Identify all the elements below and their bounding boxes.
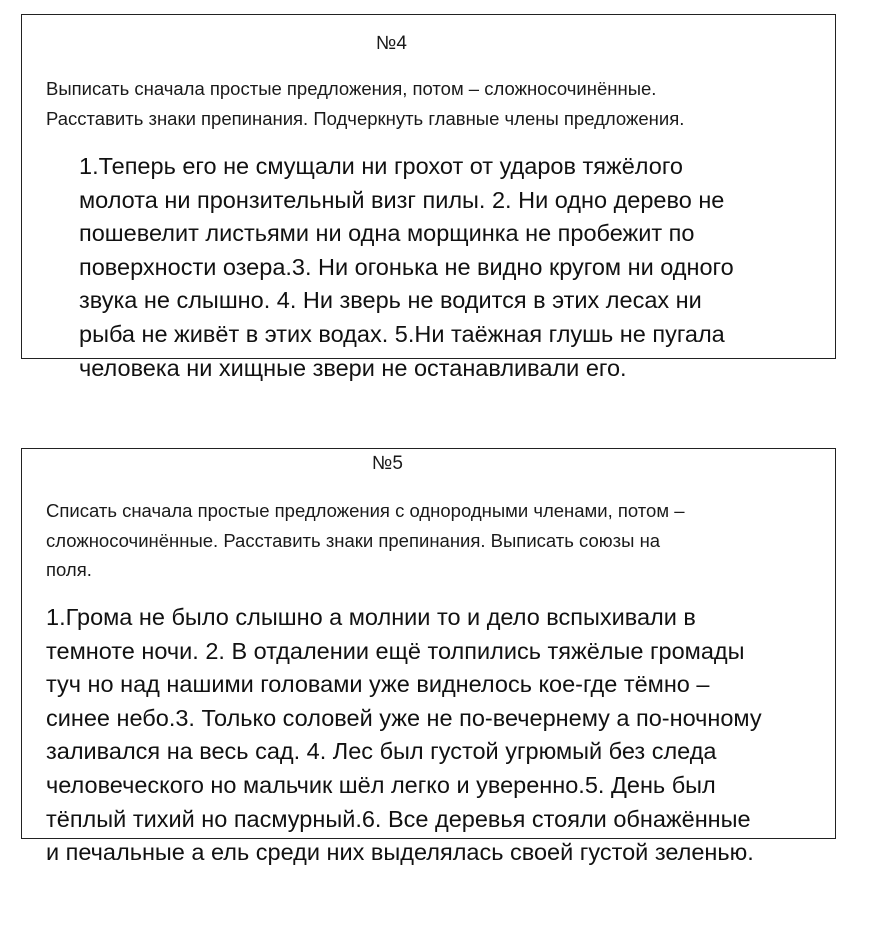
text-line: 1.Теперь его не смущали ни грохот от ударов тяжёлого (79, 153, 683, 179)
instruction-line: Расставить знаки препинания. Подчеркнуть главные члены предложения. (46, 107, 685, 129)
instruction-line: Списать сначала простые предложения с однородными членами, потом – (46, 500, 685, 521)
text-line: поверхности озера.3. Ни огонька не видно кругом ни одного (79, 253, 734, 280)
text-line: человеческого но мальчик шёл легко и уверенно.5. День был (46, 771, 716, 798)
text-line: человека ни хищные звери не останавливали его. (79, 354, 627, 381)
exercise-5-text (46, 601, 846, 870)
exercise-5-number: №5 (372, 453, 403, 474)
text-line: заливался на весь сад. 4. Лес был густой угрюмый без следа (46, 738, 717, 765)
text-line: молота ни пронзительный визг пилы. 2. Ни одно дерево не (79, 186, 725, 213)
text-line: темноте ночи. 2. В отдалении ещё толпились тяжёлые громады (46, 637, 745, 664)
text-line: 1.Грома не было слышно а молнии то и дело вспыхивали в (46, 604, 696, 630)
exercise-4-text (79, 150, 839, 385)
text-line: синее небо.3. Только соловей уже не по-вечернему а по-ночному (46, 704, 762, 731)
text-line: тёплый тихий но пасмурный.6. Все деревья стояли обнажённые (46, 805, 751, 832)
text-line: туч но над нашими головами уже виднелось кое-где тёмно – (46, 671, 710, 698)
text-line: звука не слышно. 4. Ни зверь не водится в этих лесах ни (79, 287, 702, 314)
exercise-4-instruction (46, 74, 836, 133)
text-line: рыба не живёт в этих водах. 5.Ни таёжная глушь не пугала (79, 320, 725, 347)
exercise-5-instruction (46, 496, 826, 585)
text-line: и печальные а ель среди них выделялась своей густой зеленью. (46, 839, 754, 866)
text-line: пошевелит листьями ни одна морщинка не пробежит по (79, 220, 695, 247)
instruction-line: поля. (46, 559, 92, 580)
instruction-line: Выписать сначала простые предложения, потом – сложносочинённые. (46, 78, 657, 99)
exercise-4-number: №4 (376, 33, 407, 54)
instruction-line: сложносочинённые. Расставить знаки препинания. Выписать союзы на (46, 529, 661, 551)
